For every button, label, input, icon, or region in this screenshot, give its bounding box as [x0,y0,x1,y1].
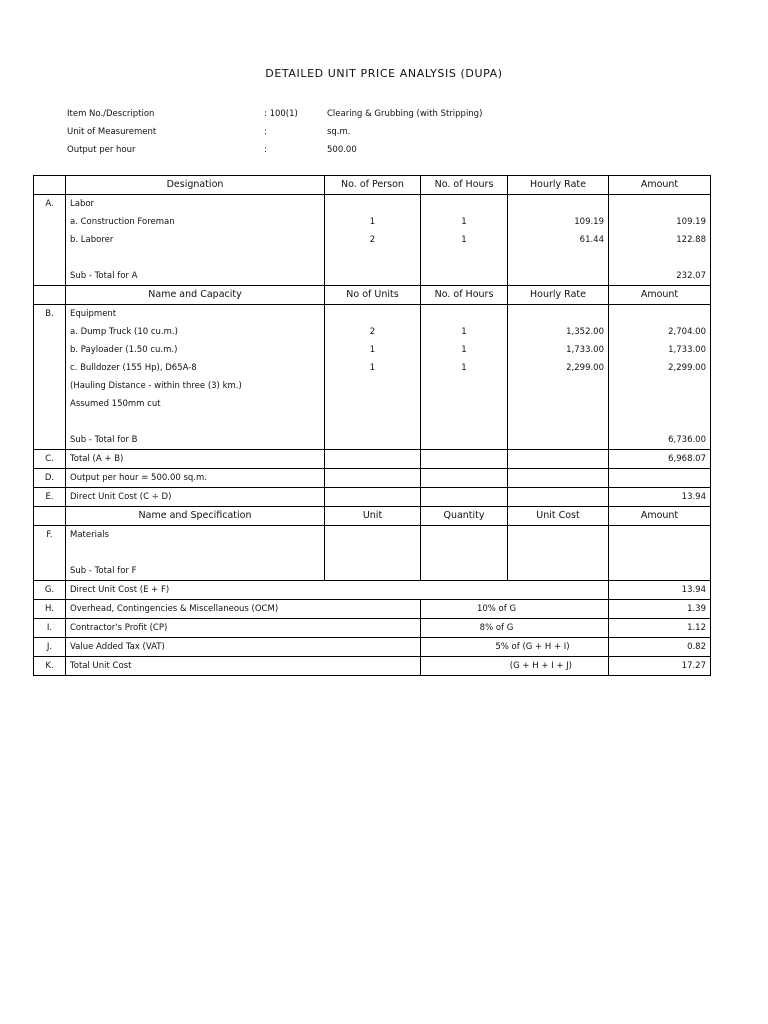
labor-amount: 122.88 [609,231,711,249]
row-label: Direct Unit Cost (C ÷ D) [66,488,325,507]
unit-label: Unit of Measurement [67,127,157,137]
item-description: Clearing & Grubbing (with Stripping) [327,109,483,119]
equipment-units: 1 [325,341,421,359]
labor-title-row [34,195,711,214]
unit-value: sq.m. [327,127,351,137]
labor-header-row [34,176,711,195]
summary-k-row [34,657,711,676]
table-row [34,359,711,377]
table-row [34,213,711,231]
table-row [34,544,711,562]
table-row [34,341,711,359]
equipment-units: 2 [325,323,421,341]
equipment-units: 1 [325,359,421,377]
col-unit: Unit [325,507,421,526]
table-row [34,249,711,267]
row-label: Total (A + B) [66,450,325,469]
row-amount: 1.12 [609,619,711,638]
col-hours: No. of Hours [421,176,508,195]
row-letter: E. [34,488,66,507]
row-letter: H. [34,600,66,619]
col-designation: Designation [66,176,325,195]
subtotal-row [34,267,711,286]
col-amount: Amount [609,286,711,305]
row-amount: 17.27 [609,657,711,676]
equipment-amount: 2,704.00 [609,323,711,341]
row-basis: 8% of G [421,619,609,638]
equipment-name: a. Dump Truck (10 cu.m.) [66,323,325,341]
labor-persons: 2 [325,231,421,249]
table-row [34,231,711,249]
item-number: : 100(1) [264,109,298,119]
cut-note: Assumed 150mm cut [66,395,325,413]
summary-g-row [34,581,711,600]
equipment-name: b. Payloader (1.50 cu.m.) [66,341,325,359]
labor-persons: 1 [325,213,421,231]
row-label: Direct Unit Cost (E + F) [66,581,609,600]
row-label: Output per hour = 500.00 sq.m. [66,469,325,488]
row-amount: 1.39 [609,600,711,619]
section-title: Materials [66,526,325,545]
labor-rate: 61.44 [508,231,609,249]
summary-i-row [34,619,711,638]
col-unit-cost: Unit Cost [508,507,609,526]
table-row [34,377,711,395]
row-amount: 13.94 [609,581,711,600]
equipment-rate: 1,352.00 [508,323,609,341]
page-title: DETAILED UNIT PRICE ANALYSIS (DUPA) [265,67,503,80]
output-value: 500.00 [327,145,357,155]
section-letter: A. [34,195,66,214]
row-basis: 5% of (G + H + I) [421,638,609,657]
subtotal-label: Sub - Total for F [66,562,325,581]
labor-hours: 1 [421,213,508,231]
equipment-title-row [34,305,711,324]
section-title: Labor [66,195,325,214]
summary-h-row [34,600,711,619]
output-colon: : [264,145,267,155]
row-label: Contractor's Profit (CP) [66,619,421,638]
equipment-hours: 1 [421,323,508,341]
equipment-amount: 1,733.00 [609,341,711,359]
equipment-rate: 2,299.00 [508,359,609,377]
col-quantity: Quantity [421,507,508,526]
total-c-row [34,450,711,469]
labor-amount: 109.19 [609,213,711,231]
row-letter: G. [34,581,66,600]
subtotal-amount: 232.07 [609,267,711,286]
row-letter: C. [34,450,66,469]
dupa-table [33,175,711,676]
section-letter: F. [34,526,66,545]
subtotal-row [34,562,711,581]
equipment-amount: 2,299.00 [609,359,711,377]
section-title: Equipment [66,305,325,324]
equipment-name: c. Bulldozer (155 Hp), D65A-8 [66,359,325,377]
col-amount: Amount [609,507,711,526]
col-hours: No. of Hours [421,286,508,305]
col-name-capacity: Name and Capacity [66,286,325,305]
subtotal-row [34,431,711,450]
row-label: Value Added Tax (VAT) [66,638,421,657]
section-letter: B. [34,305,66,324]
row-letter: K. [34,657,66,676]
materials-title-row [34,526,711,545]
summary-j-row [34,638,711,657]
table-row [34,395,711,413]
row-letter: I. [34,619,66,638]
hauling-note: (Hauling Distance - within three (3) km.) [66,377,325,395]
total-d-row [34,469,711,488]
equipment-header-row [34,286,711,305]
equipment-rate: 1,733.00 [508,341,609,359]
subtotal-label: Sub - Total for B [66,431,325,450]
labor-designation: b. Laborer [66,231,325,249]
table-row [34,323,711,341]
unit-colon: : [264,127,267,137]
row-amount: 13.94 [609,488,711,507]
item-label: Item No./Description [67,109,155,119]
output-label: Output per hour [67,145,136,155]
col-units: No of Units [325,286,421,305]
materials-header-row [34,507,711,526]
subtotal-label: Sub - Total for A [66,267,325,286]
labor-rate: 109.19 [508,213,609,231]
row-amount: 0.82 [609,638,711,657]
col-rate: Hourly Rate [508,286,609,305]
subtotal-amount: 6,736.00 [609,431,711,450]
labor-hours: 1 [421,231,508,249]
row-letter: D. [34,469,66,488]
row-basis: 10% of G [421,600,609,619]
col-name-spec: Name and Specification [66,507,325,526]
table-row [34,413,711,431]
col-persons: No. of Person [325,176,421,195]
col-amount: Amount [609,176,711,195]
row-letter: J. [34,638,66,657]
row-label: Total Unit Cost [66,657,421,676]
total-e-row [34,488,711,507]
col-rate: Hourly Rate [508,176,609,195]
equipment-hours: 1 [421,359,508,377]
labor-designation: a. Construction Foreman [66,213,325,231]
row-basis: (G + H + I + J) [421,657,609,676]
equipment-hours: 1 [421,341,508,359]
row-amount: 6,968.07 [609,450,711,469]
row-label: Overhead, Contingencies & Miscellaneous (OCM) [66,600,421,619]
